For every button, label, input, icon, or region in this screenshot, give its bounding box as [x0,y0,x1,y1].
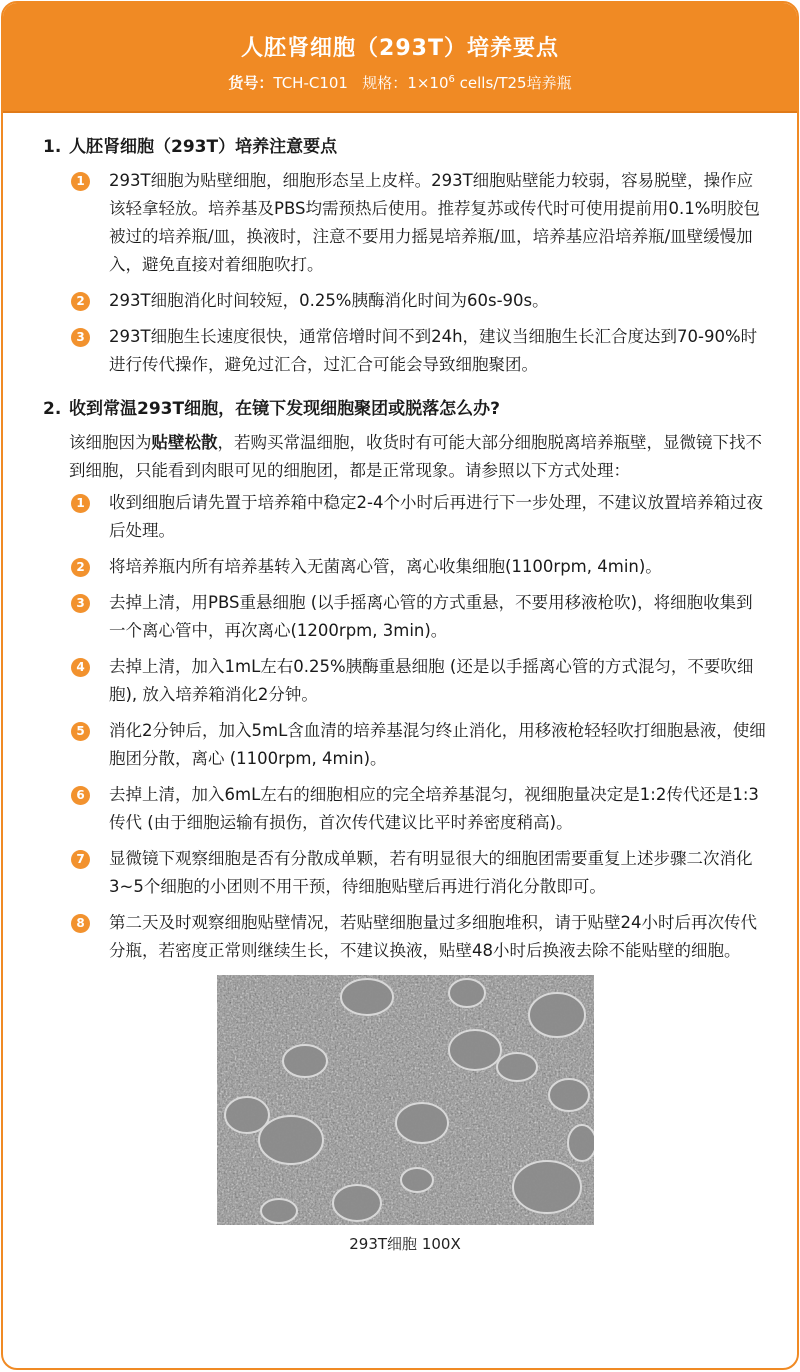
section-2-item-7 [43,845,767,901]
cell-micrograph [217,975,594,1225]
number-badge-icon: 6 [71,786,90,805]
spec-label: 规格： [362,74,408,92]
item-text: 293T细胞为贴壁细胞，细胞形态呈上皮样。293T细胞贴壁能力较弱，容易脱壁，操作应该轻拿轻放。培养基及PBS均需预热后使用。推荐复苏或传代时可使用提前用0.1%明胶包被过的培养瓶/皿，换液时，注意不要用力摇晃培养瓶/皿，培养基应沿培养瓶/皿壁缓慢加入，避免直接对着细胞吹打。 [109,171,760,274]
section-2-item-1 [43,489,767,545]
item-text: 显微镜下观察细胞是否有分散成单颗，若有明显很大的细胞团需要重复上述步骤二次消化3~5个细胞的小团则不用干预，待细胞贴壁后再进行消化分散即可。 [109,849,753,896]
item-text: 293T细胞生长速度很快，通常倍增时间不到24h，建议当细胞生长汇合度达到70-90%时进行传代操作，避免过汇合，过汇合可能会导致细胞聚团。 [109,327,758,374]
number-badge-icon: 3 [71,328,90,347]
section-2-item-3 [43,589,767,645]
number-badge-icon: 3 [71,594,90,613]
section-2-title: 2. 收到常温293T细胞，在镜下发现细胞聚团或脱落怎么办? [43,399,500,419]
section-1-list [43,167,767,379]
page-title: 人胚肾细胞（293T）培养要点 [241,36,559,61]
content [3,113,797,1254]
number-badge-icon: 5 [71,722,90,741]
section-2-item-6 [43,781,767,837]
figure [43,975,767,1254]
code-label: 货号： [228,74,274,92]
section-1-item-3 [43,323,767,379]
section-2-item-4 [43,653,767,709]
product-info [3,72,797,93]
section-1-title: 1. 人胚肾细胞（293T）培养注意要点 [43,137,338,157]
number-badge-icon: 2 [71,558,90,577]
section-2-item-2 [43,553,767,581]
spec-value: $1\times 10^6$ cells/T25培养瓶 [407,74,572,92]
number-badge-icon: 1 [71,494,90,513]
item-text: 去掉上清，加入6mL左右的细胞相应的完全培养基混匀，视细胞量决定是1:2传代还是1:3传代 (由于细胞运输有损伤，首次传代建议比平时养密度稍高)。 [109,785,759,832]
item-text: 第二天及时观察细胞贴壁情况，若贴壁细胞量过多细胞堆积，请于贴壁24小时后再次传代分瓶，若密度正常则继续生长，不建议换液，贴壁48小时后换液去除不能贴壁的细胞。 [109,913,757,960]
number-badge-icon: 2 [71,292,90,311]
section-1-item-1 [43,167,767,279]
number-badge-icon: 8 [71,914,90,933]
document-card [1,1,799,1370]
section-2-item-5 [43,717,767,773]
item-text: 收到细胞后请先置于培养箱中稳定2-4个小时后再进行下一步处理，不建议放置培养箱过夜后处理。 [109,493,763,540]
item-text: 消化2分钟后，加入5mL含血清的培养基混匀终止消化，用移液枪轻轻吹打细胞悬液，使细胞团分散，离心 (1100rpm, 4min)。 [109,721,766,768]
figure-caption: 293T细胞 100X [349,1235,461,1253]
item-text: 去掉上清，用PBS重悬细胞 (以手摇离心管的方式重悬，不要用移液枪吹)，将细胞收集到一个离心管中，再次离心(1200rpm, 3min)。 [109,593,753,640]
number-badge-icon: 1 [71,172,90,191]
number-badge-icon: 7 [71,850,90,869]
item-text: 将培养瓶内所有培养基转入无菌离心管，离心收集细胞(1100rpm, 4min)。 [109,557,662,576]
number-badge-icon: 4 [71,658,90,677]
item-text: 293T细胞消化时间较短，0.25%胰酶消化时间为60s-90s。 [109,291,549,310]
section-2-list [43,489,767,965]
product-code: TCH-C101 [273,74,348,92]
item-text: 去掉上清，加入1mL左右0.25%胰酶重悬细胞 (还是以手摇离心管的方式混匀，不要吹细胞), 放入培养箱消化2分钟。 [109,657,754,704]
section-2-intro: 该细胞因为贴壁松散，若购买常温细胞，收货时有可能大部分细胞脱离培养瓶壁，显微镜下找不到细胞，只能看到肉眼可见的细胞团，都是正常现象。请参照以下方式处理： [69,433,762,480]
section-1-item-2 [43,287,767,315]
section-2-item-8 [43,909,767,965]
header-banner [3,3,797,113]
